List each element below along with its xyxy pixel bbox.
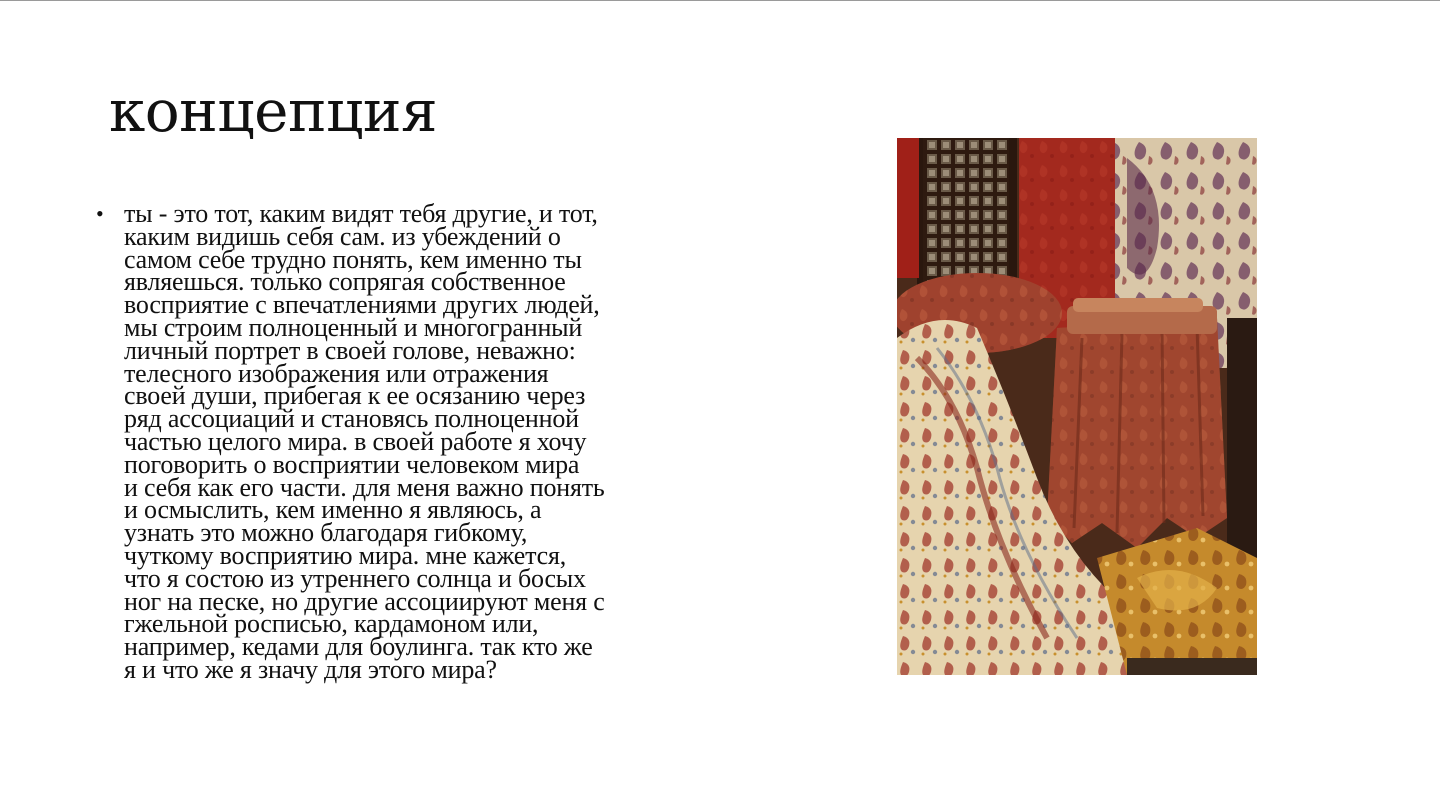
paragraph-line: являешься. только сопрягая собственное (124, 267, 566, 297)
paragraph-line: своей души, прибегая к ее осязанию через (124, 381, 586, 411)
bullet-paragraph (96, 199, 696, 684)
body-text-list (96, 199, 696, 684)
paragraph-line: что я состою из утреннего солнца и босых (124, 563, 586, 593)
paragraph-line: и себя как его части. для меня важно понять (124, 472, 605, 502)
paragraph-line: восприятие с впечатлениями других людей, (124, 290, 600, 320)
paragraph-line: ты - это тот, каким видят тебя другие, и тот, (124, 199, 598, 228)
paragraph-line: узнать это можно благодаря гибкому, (124, 518, 528, 548)
textiles-photo-illustration (897, 138, 1257, 675)
paragraph-line: ряд ассоциаций и становясь полноценной (124, 404, 579, 434)
paragraph-line: частью целого мира. в своей работе я хочу (124, 426, 587, 456)
top-border-line (0, 0, 1440, 1)
paragraph-line: и осмыслить, кем именно я являюсь, а (124, 495, 542, 525)
paragraph-line: ног на песке, но другие ассоциируют меня с (124, 586, 605, 616)
paragraph-line: поговорить о восприятии человеком мира (124, 449, 580, 479)
paragraph-line: личный портрет в своей голове, неважно: (124, 335, 576, 365)
paragraph-line: телесного изображения или отражения (124, 358, 549, 388)
bullet-dot-icon: • (96, 201, 104, 226)
paragraph-line: чуткому восприятию мира. мне кажется, (124, 540, 567, 570)
paragraph-line: гжельной росписью, кардамоном или, (124, 609, 539, 639)
paragraph-line: я и что же я значу для этого мира? (124, 654, 497, 684)
paragraph-lines (124, 199, 696, 684)
slide-title: концепция (109, 77, 438, 145)
paragraph-line: например, кедами для боулинга. так кто же (124, 632, 593, 662)
paragraph-line: каким видишь себя сам. из убеждений о (124, 221, 561, 251)
textiles-photo (897, 138, 1257, 675)
paragraph-line: самом себе трудно понять, кем именно ты (124, 244, 582, 274)
paragraph-line: мы строим полноценный и многогранный (124, 312, 583, 342)
